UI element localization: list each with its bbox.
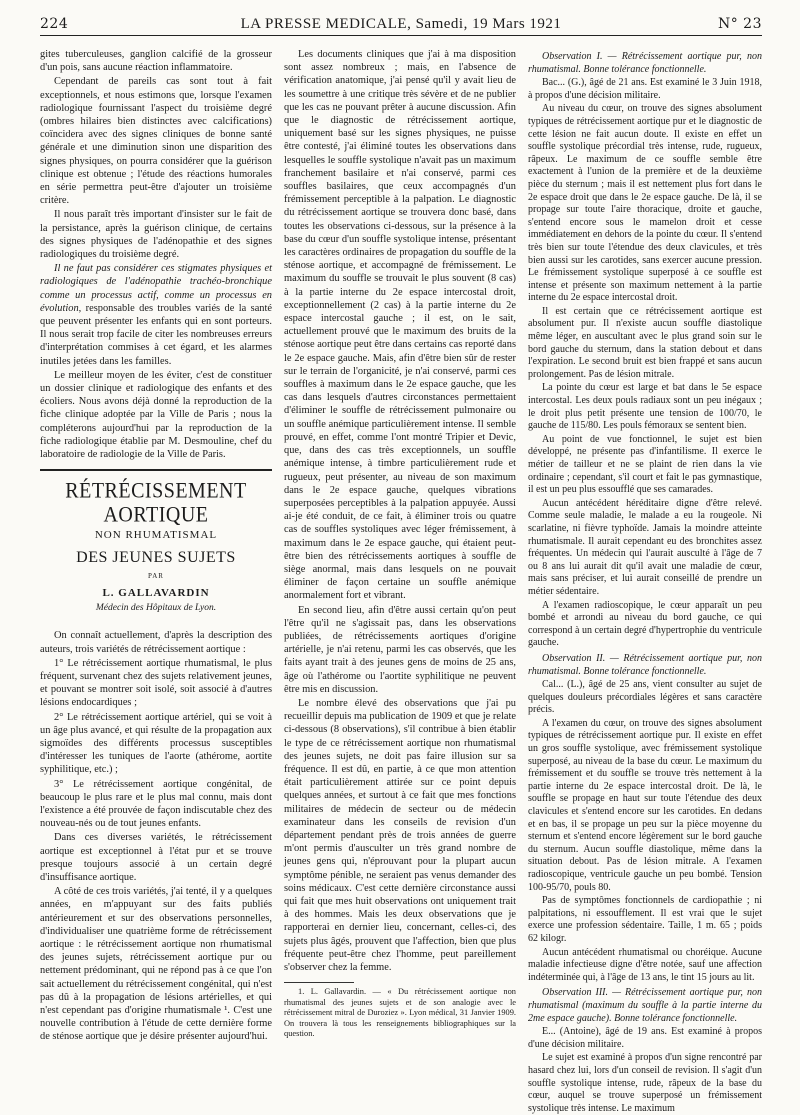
journal-title: LA PRESSE MEDICALE, Samedi, 19 Mars 1921 (240, 16, 562, 32)
paragraph: 3° Le rétrécissement aortique congénital, de beaucoup le plus rare et le plus mal connu, mais dont l'existence a été prouvée de façon indiscutable chez des nouveau-nés ou de tout jeunes enfants. (40, 778, 272, 830)
paragraph: Il est certain que ce rétrécissement aortique est absolument pur. Il n'existe aucun souffle diastolique même léger, en auscultant avec le plus grand soin sur le bord gauche du sternum, dans la station debout et dans l'expiration. Le second bruit est bien frappé et sans aucun prolongement. Pas de lésion mitrale. (528, 305, 762, 380)
paragraph: Le meilleur moyen de les éviter, c'est de constituer un dossier clinique et radiologique des enfants et des écoliers. Nous avons déjà donné la reproduction de la fiche clinique adoptée par la Ville de Paris ; nous la compléterons aujourd'hui par la reproduction de la fiche radiologique établie par M. Desmouline, chef du laboratoire de radiologie de la Ville de Paris. (40, 369, 272, 461)
paragraph: 2° Le rétrécissement aortique artériel, qui se voit à un âge plus avancé, et qui résulte de la propagation aux sigmoïdes des différents processus susceptibles d'intéresser les tuniques de l'aorte (athérome, aortite syphilitique, etc.) ; (40, 711, 272, 776)
paragraph: A l'examen radioscopique, le cœur apparaît un peu bombé et arrondi au niveau du bord gauche, ce qui correspond à un certain degré d'hypertrophie du ventricule gauche. (528, 599, 762, 649)
footnote: 1. L. Gallavardin. — « Du rétrécissement aortique non rhumatismal des jeunes sujets et de son analogie avec le rétrécissement mitral de Duroziez ». Lyon médical, 31 Janvier 1909. On trouvera là tous les renseignements bibliographiques sur la question. (284, 987, 516, 1039)
paragraph: Le sujet est examiné à propos d'un signe rencontré par hasard chez lui, lors d'un conseil de revision. Il s'agit d'un souffle systolique intense, rude, râpeux de la base du cœur, auquel se trouve superposé un frémissement systolique très intense. Le maximum (528, 1052, 762, 1114)
observation-heading: Observation II. — Rétrécissement aortique pur, non rhumatismal. Bonne tolérance fonctionnelle. (528, 652, 762, 677)
paragraph: Cependant de pareils cas sont tout à fait exceptionnels, et nous estimons que, lorsque l'examen radiologique fournissant l'aspect du troisième degré (ombres hilaires bien distinctes avec calcifications) coïncidera avec des signes cliniques de bonne santé générale et une diminution sinon une disparition des signes physiques, on pourra considérer que la guérison clinique est obtenue ; l'étude des réactions humorales en série permettra peut-être d'ajouter un troisième critère. (40, 76, 272, 207)
paragraph-text: responsable des troubles variés de la santé que peuvent présenter les enfants qui en sont porteurs. Il nous serait trop facile de citer les nombreuses erreurs d'interprétation commises à cet égard, et les alarmes inutiles jetées dans les familles. (40, 302, 272, 367)
paragraph: gites tuberculeuses, ganglion calcifié de la grosseur d'un pois, sans aucune réaction inflammatoire. (40, 49, 272, 74)
paragraph: Au point de vue fonctionnel, le sujet est bien développé, ne présente pas d'infantilisme. Il exerce le métier de tailleur et ne se plaint de rien dans la vie ordinaire ; cependant, s'il court et fait le pas gymnastique, il est un peu plus essoufflé que ses camarades. (528, 433, 762, 496)
paragraph: Aucun antécédent héréditaire digne d'être relevé. Comme seule maladie, le malade a eu la rougeole. Ni scarlatine, ni fièvre typhoïde. Jamais la moindre atteinte rhumatismale. Il aurait cependant eu des bronchites assez fréquentes. Un médecin qui l'aurait ausculté à l'âge de 7 ou 8 ans lui aurait dit qu'il avait une maladie de cœur, mais sans préciser, et lui aurait conseillé de prendre un métier sédentaire. (528, 497, 762, 597)
byline-par: PAR (148, 571, 164, 580)
paragraph: A côté de ces trois variétés, j'ai tenté, il y a quelques années, en m'appuyant sur des faits publiés antérieurement et sur des observations personnelles, d'individualiser une quatrième forme de rétrécissement aortique : le rétrécissement aortique non rhumatismal des jeunes sujets, rétrécissement aortique pur ou nettement prédominant, qui ne répond pas à ce que l'on sait actuellement du rétrécissement congénital, qui n'est pas dû à la propagation de lésions artérielles, et qui n'est cependant pas d'origine rhumatismale ¹. C'est une nouvelle contribution à l'étude de cette dernière forme de sténose aortique que je désire présenter aujourd'hui. (40, 886, 272, 1043)
article-title: RÉTRÉCISSEMENT AORTIQUE (65, 479, 247, 528)
paragraph: A l'examen du cœur, on trouve des signes absolument typiques de rétrécissement aortique pur. Il existe en effet un gros souffle systolique, avec frémissement systolique superposé, au niveau de la base du cœur. Le maximum du frémissement et du souffle se trouve très nettement à la partie interne du 2e espace intercostal droit. De là, le souffle se propage en haut sur toute l'étendue des deux clavicules et s'entend encore sur les carotides. En dedans et en bas, il se propage un peu sur la pièce moyenne du sternum et s'entend encore légèrement sur le bord gauche du sternum. Aucun souffle diastolique, même dans la situation debout. Pas de lésion mitrale. A l'examen radioscopique, ventricule gauche un peu bombé. Tension 100-95/70, pouls 80. (528, 717, 762, 893)
paragraph: Pas de symptômes fonctionnels de cardiopathie ; ni palpitations, ni essoufflement. Il est vrai que le sujet exerce une profession sédentaire. Taille, 1 m. 65 ; poids 62 kilogr. (528, 895, 762, 944)
author-affiliation: Médecin des Hôpitaux de Lyon. (95, 603, 217, 614)
paragraph: En second lieu, afin d'être aussi certain qu'on peut l'être qu'il ne s'agissait pas, dans les observations publiées, de rétrécissements aortiques d'origine artérielle, je n'ai retenu, parmi les cas observés, que les faits ayant trait à des jeunes gens de moins de 25 ans, âge où l'athérome ou l'aortite syphilitique ne peuvent être mis en discussion. (284, 604, 516, 695)
paragraph: Le nombre élevé des observations que j'ai pu recueillir depuis ma publication de 1909 et que je relate ci-dessous (8 observations), s'il contribue à bien établir le type de ce rétrécissement aortique non rhumatismal des jeunes sujets, ne doit pas faire illusion sur sa fréquence. Il est dû, en partie, à ce que mon attention était particulièrement attirée sur ce point depuis quelques années, et surtout à ce fait que mes fonctions militaires de médecin de secteur ou de médecin examinateur dans les conseils de revision d'un département pendant près de trois années de guerre m'ont permis d'ausculter un très grand nombre de jeunes gens qui, n'éprouvant pour la plupart aucun symptôme pénible, ne seraient pas venus demander des soins médicaux. C'est cette dernière circonstance aussi qui fait que mes huit observations ont uniquement trait à des hommes. Mais les deux observations que je rapporterai en dernier lieu, concernant, celles-ci, des sujets plus âgés, prouvent que l'affection, bien que plus fréquente peut-être chez l'homme, peut pareillement s'observer chez la femme. (284, 697, 516, 974)
footnote-rule (284, 982, 354, 983)
article-author: L. GALLAVARDIN (102, 586, 210, 599)
paragraph: Au niveau du cœur, on trouve des signes absolument typiques de rétrécissement aortique pur et le diagnostic de cette lésion ne fait aucun doute. Il existe en effet un souffle systolique précordial très intense, rude, rugueux, râpeux. Le maximum de ce souffle semble être exactement à l'union de la première et de la deuxième pièce du sternum ; mais il est nettement plus fort dans le 2e espace droit que dans le 2e espace gauche. De là, il se propage sur toute l'aire thoracique, droite et gauche, s'entend encore sous le mamelon droit et cesse immédiatement en dehors de la pointe du cœur. Il s'entend très bien sur toute l'étendue des deux clavicules, et très bien aussi sur les carotides, sans exercer aucune pression. Le frémissement systolique superposé à ce souffle est intense et présente son maximum nettement à la partie interne du 2e espace intercostal droit. (528, 103, 762, 304)
column-right (528, 48, 762, 1114)
paragraph (40, 262, 272, 368)
observation-heading: Observation I. — Rétrécissement aortique pur, non rhumatismal. Bonne tolérance fonctionnelle. (528, 51, 762, 75)
paragraph: Dans ces diverses variétés, le rétrécissement aortique est exceptionnel à l'état pur et se trouve presque toujours associé à un certain degré d'insuffisance aortique. (40, 832, 272, 883)
page-number: 224 (40, 16, 69, 32)
paragraph: Cal... (L.), âgé de 25 ans, vient consulter au sujet de quelques douleurs précordiales légères et sans caractère précis. (528, 679, 762, 716)
paragraph: Aucun antécédent rhumatismal ou choréique. Aucune maladie infectieuse digne d'être notée, sauf une affection indéterminée qui, à l'âge de 13 ans, le tint 15 jours au lit. (528, 946, 762, 983)
paragraph: Il nous paraît très important d'insister sur le fait de la persistance, après la guérison clinique, de certains des signes physiques de l'adénopathie et des signes radiologiques du troisième degré. (40, 209, 272, 261)
issue-number: N° 23 (717, 16, 762, 32)
section-divider (40, 469, 272, 471)
paragraph: La pointe du cœur est large et bat dans le 5e espace intercostal. Les deux pouls radiaux sont un peu inégaux ; le droit plus petit présente une tension de 100/70, le gauche de 115/80. Les pouls fémoraux se sentent bien. (528, 382, 762, 432)
observation-heading: Observation III. — Rétrécissement aortique pur, non rhumatismal (maximum du souffle à la partie interne du 2me espace gauche). Bonne tolérance fonctionnelle. (528, 987, 762, 1024)
paragraph: 1° Le rétrécissement aortique rhumatismal, le plus fréquent, survenant chez des sujets relativement jeunes, et pouvant se montrer soit isolé, soit associé à d'autres lésions endocardiques ; (40, 657, 272, 709)
column-middle (284, 48, 516, 1072)
article-subtitle-secondary: DES JEUNES SUJETS (76, 548, 236, 566)
page-header (40, 14, 762, 36)
article-subtitle: NON RHUMATISMAL (94, 529, 218, 542)
paragraph: E... (Antoine), âgé de 19 ans. Est examiné à propos d'une décision militaire. (528, 1026, 762, 1050)
paragraph: Bac... (G.), âgé de 21 ans. Est examiné le 3 Juin 1918, à propos d'une décision militaire. (528, 77, 762, 101)
paragraph: On connaît actuellement, d'après la description des auteurs, trois variétés de rétrécissement aortique : (40, 630, 272, 655)
paragraph: Les documents cliniques que j'ai à ma disposition sont assez nombreux ; mais, en l'absence de vérification anatomique, j'ai pensé qu'il y avait lieu de les soumettre à une critique très sévère et de ne publier que les cas ne pouvant prêter à aucune discussion. Afin que le diagnostic de rétrécissement aortique, uniquement basé sur les signes physiques, ne puisse être contesté, j'ai éliminé toutes les observations dans lesquelles le souffle systolique n'avait pas un maximum franchement basilaire et n'ai conservé, parmi ces souffles basilaires, que ceux accompagnés d'un frémissement perceptible à la palpation. Le diagnostic du rétrécissement aortique se trouvera donc basé, dans toutes les observations ci-dessous, sur la présence à la base du cœur d'un souffle systolique intense, présentant les caractères ordinaires de propagation du souffle de la sténose aortique, et accompagné de frémissement. Le maximum du souffle se trouvait le plus souvent (8 cas) à la partie interne du 2e espace intercostal droit, exceptionnellement (2 cas) à la partie interne du 2e espace intercostal gauche ; il est, on le sait, actuellement prouvé que le maximum des bruits de la sténose aortique peut être dans certains cas reporté dans le 2e espace gauche. Mais, afin d'être bien sûr de rester sur le terrain de l'organicité, je n'ai conservé, parmi ces souffles à maximum dans le 2e espace gauche, que les cas dans lesquels d'autres circonstances permettaient d'éliminer le souffle de rétrécissement pulmonaire ou un souffle anémique particulièrement intense. Il semble prouvé, en effet, comme l'ont montré Tripier et Devic, que, dans des cas très exceptionnels, un souffle anémique intense, à timbre particulièrement rude et rugueux, peut présenter, au niveau de son maximum dans le 2e espace gauche, quelques vibrations superposées perceptibles à la palpation appuyée. Aussi ai-je été conduit, de ce fait, à éliminer trois ou quatre cas de souffles systoliques avec léger frémissement, à maximum dans le 2e espace gauche, qui étaient peut-être bien des rétrécissements aortiques à souffle de siège anormal, mais dans lesquels on ne pouvait éliminer de façon certaine un souffle anémique anormalement fort et vibrant. (284, 49, 516, 602)
column-left (40, 48, 272, 1072)
italic-emphasis: Il ne faut pas considérer ces stigmates physiques et radiologiques de l'adénopathie trachéo-bronchique comme un processus actif, comme un processus en évolution, (40, 263, 272, 314)
